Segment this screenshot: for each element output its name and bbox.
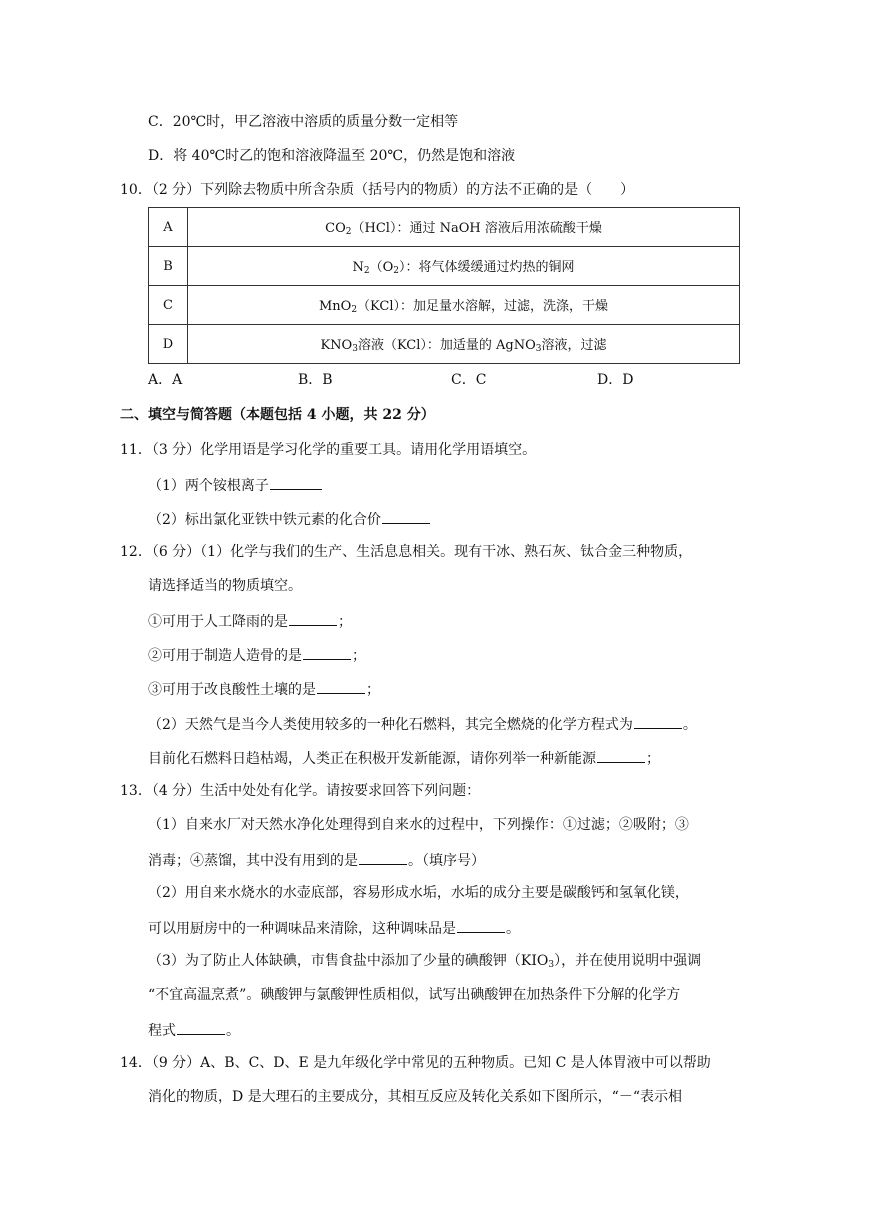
q13-part3-line3 <box>148 1019 240 1041</box>
answer-blank <box>634 713 682 729</box>
option-text: $CO_2(HCl)$：通过 NaOH 溶液后用浓硫酸干燥 <box>188 208 740 247</box>
subscript: 3 <box>548 960 555 970</box>
q9-option-c: C．20℃时，甲乙溶液中溶质的质量分数一定相等 <box>148 114 459 130</box>
q11-stem: 11．（3 分）化学用语是学习化学的重要工具。请用化学用语填空。 <box>120 442 537 458</box>
option-key: D <box>149 325 188 364</box>
option-text: $N_2(O_2)$：将气体缓缓通过灼热的铜网 <box>188 247 740 286</box>
option-text: $KNO_3$溶液（KCl）：加适量的 AgNO$_3$溶液，过滤 <box>188 325 740 364</box>
q13-part3-text: （3）为了防止人体缺碘，市售食盐中添加了少量的碘酸钾（KIO <box>148 953 549 969</box>
q12-item2-text: ②可用于制造人造骨的是 <box>148 648 302 664</box>
q13-stem: 13．（4 分）生活中处处有化学。请按要求回答下列问题： <box>120 783 481 799</box>
table-row <box>149 247 740 286</box>
q13-part1-line2 <box>148 849 485 871</box>
answer-blank <box>359 849 407 865</box>
q14-stem-cont: 消化的物质，D 是大理石的主要成分，其相互反应及转化关系如下图所示，“－“表示相 <box>148 1089 682 1105</box>
answer-blank <box>317 678 365 694</box>
table-row <box>149 208 740 247</box>
q13-part3-line1 <box>148 951 701 975</box>
q12-item1 <box>148 610 352 632</box>
q12-part2-line1 <box>148 713 697 735</box>
punctuation: 。 <box>682 717 697 733</box>
q10-choice-b: B．B <box>298 372 333 388</box>
punctuation: ； <box>366 682 380 698</box>
q12-part2-text: （2）天然气是当今人类使用较多的一种化石燃料，其完全燃烧的化学方程式为 <box>148 717 633 733</box>
q12-stem: 12．（6 分）（1）化学与我们的生产、生活息息相关。现有干冰、熟石灰、钛合金三种物质， <box>120 544 693 560</box>
q11-part1 <box>148 474 323 496</box>
q12-item1-text: ①可用于人工降雨的是 <box>148 614 288 630</box>
answer-blank <box>289 610 337 626</box>
q10-choice-d: D．D <box>597 372 634 388</box>
q11-part1-text: （1）两个铵根离子 <box>148 478 269 494</box>
section-title: 二、填空与简答题（本题包括 4 小题，共 22 分） <box>120 407 435 423</box>
q13-part1-hint: 。（填序号） <box>408 853 485 869</box>
q11-part2 <box>148 508 431 530</box>
q12-stem-cont: 请选择适当的物质填空。 <box>148 578 302 594</box>
option-text: MnO$_2$（KCl）：加足量水溶解，过滤，洗涤，干燥 <box>188 286 740 325</box>
q12-part2-line2 <box>148 747 660 769</box>
answer-blank <box>177 1019 225 1035</box>
q10-option-table <box>148 207 740 364</box>
answer-blank <box>457 917 505 933</box>
answer-blank <box>303 644 351 660</box>
option-key: B <box>149 247 188 286</box>
q12-part2-text-cont: 目前化石燃料日趋枯竭，人类正在积极开发新能源，请你列举一种新能源 <box>148 751 596 767</box>
q10-choice-c: C．C <box>451 372 487 388</box>
option-key: A <box>149 208 188 247</box>
q13-part3-text-cont: ），并在使用说明中强调 <box>554 953 702 969</box>
answer-blank <box>382 508 430 524</box>
q13-part1-text: 消毒；④蒸馏，其中没有用到的是 <box>148 853 358 869</box>
q13-part2-line2 <box>148 917 520 939</box>
table-row <box>149 286 740 325</box>
answer-blank <box>270 474 322 490</box>
q13-part3-line2: “不宜高温烹煮”。碘酸钾与氯酸钾性质相似，试写出碘酸钾在加热条件下分解的化学方 <box>148 987 681 1003</box>
punctuation: ； <box>338 614 352 630</box>
q9-option-d: D．将 40℃时乙的饱和溶液降温至 20℃，仍然是饱和溶液 <box>148 148 516 164</box>
answer-blank <box>597 747 645 763</box>
q12-item3-text: ③可用于改良酸性土壤的是 <box>148 682 316 698</box>
q12-item2 <box>148 644 366 666</box>
q12-item3 <box>148 678 380 700</box>
q10-stem: 10．（2 分）下列除去物质中所含杂质（括号内的物质）的方法不正确的是（ ） <box>120 182 635 198</box>
q14-stem: 14．（9 分）A、B、C、D、E 是九年级化学中常见的五种物质。已知 C 是人体胃液中可以帮助 <box>120 1055 711 1071</box>
q10-choice-a: A．A <box>148 372 183 388</box>
punctuation: 。 <box>506 921 520 937</box>
q13-part3-text-end: 程式 <box>148 1023 176 1039</box>
q13-part2-text: 可以用厨房中的一种调味品来清除，这种调味品是 <box>148 921 456 937</box>
table-row <box>149 325 740 364</box>
q13-part2-line1: （2）用自来水烧水的水壶底部，容易形成水垢，水垢的成分主要是碳酸钙和氢氧化镁， <box>148 885 689 901</box>
punctuation: 。 <box>226 1023 240 1039</box>
q11-part2-text: （2）标出氯化亚铁中铁元素的化合价 <box>148 512 381 528</box>
punctuation: ； <box>646 751 660 767</box>
punctuation: ； <box>352 648 366 664</box>
option-key: C <box>149 286 188 325</box>
q13-part1-line1: （1）自来水厂对天然水净化处理得到自来水的过程中，下列操作：①过滤；②吸附；③ <box>148 817 689 833</box>
